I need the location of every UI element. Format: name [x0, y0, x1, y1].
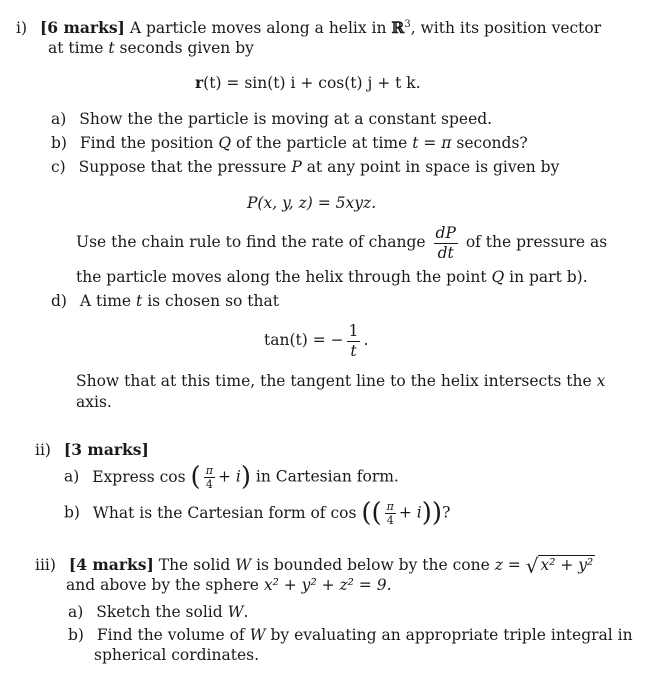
part-text: Sketch the solid: [96, 603, 228, 621]
pressure-equation: P(x, y, z) = 5xyz.: [247, 194, 377, 212]
question-2-header: [35, 441, 149, 460]
part-text: A time: [79, 292, 137, 310]
intro-text-cont: , with its position vector: [410, 19, 602, 38]
part-label: d): [51, 292, 67, 310]
close-paren: ): [240, 462, 251, 492]
question-number: iii): [35, 556, 56, 574]
fraction-denominator: 4: [386, 514, 394, 528]
part-text: Show the the particle is moving at a constant speed.: [79, 110, 493, 128]
part-text: ?: [442, 503, 451, 522]
part-2a: [64, 462, 399, 493]
sphere-equation: x² + y² + z² = 9.: [263, 576, 392, 594]
part-text: of the pressure as: [465, 233, 608, 252]
text: seconds given by: [114, 39, 254, 57]
vector-r: r: [195, 73, 204, 92]
question-1-header: [16, 19, 601, 38]
fraction-denominator: dt: [437, 243, 454, 262]
part-text: and above by the sphere: [66, 576, 264, 594]
plus-i: + i: [398, 503, 422, 522]
open-paren: ((: [361, 498, 382, 528]
part-1b: [51, 134, 528, 153]
close-paren: )): [421, 498, 443, 528]
plus-i: + i: [217, 467, 241, 486]
part-1c-line4: [76, 268, 588, 287]
part-3b: [68, 626, 633, 645]
part-text: The solid: [158, 556, 236, 574]
fraction-numerator: dP: [435, 224, 456, 242]
part-3a: [68, 603, 248, 622]
position-vector-equation: [195, 74, 421, 93]
dp-dt-fraction: [434, 224, 458, 262]
part-label: b): [68, 626, 84, 644]
part-label: b): [64, 503, 80, 522]
radical-sign: √: [525, 554, 539, 578]
part-text: What is the Cartesian form of cos: [92, 503, 357, 522]
var-W: W: [235, 556, 252, 574]
part-1c-line3: [76, 224, 607, 262]
part-text: Find the volume of: [96, 626, 250, 644]
part-text: Show that at this time, the tangent line to the helix intersects the: [76, 372, 597, 390]
equation-end: .: [363, 331, 369, 350]
part-label: c): [51, 158, 66, 176]
equation-body: (t) = sin(t) i + cos(t) j + t k.: [203, 74, 421, 92]
open-paren: (: [190, 462, 201, 492]
part-1c: [51, 158, 559, 177]
part-text: in Cartesian form.: [255, 467, 399, 486]
marks-label: [6 marks]: [39, 18, 125, 38]
sqrt-expression: [526, 554, 596, 578]
part-label: a): [64, 467, 80, 486]
part-1d-line3: [76, 372, 605, 391]
fraction-denominator: t: [350, 341, 357, 360]
intro-text: A particle moves along a helix in: [129, 19, 392, 38]
part-text: Express cos: [92, 467, 186, 486]
var-t: t: [108, 39, 115, 57]
part-text: Suppose that the pressure: [78, 158, 292, 176]
part-label: a): [68, 603, 84, 621]
one-over-t-fraction: [347, 322, 361, 360]
real-space-symbol: ℝ: [391, 18, 405, 38]
time-equation: t = π: [412, 134, 452, 152]
var-P: P: [291, 158, 302, 176]
question-1-line2: [48, 39, 254, 58]
part-1d: [51, 292, 279, 311]
part-text: is chosen so that: [142, 292, 279, 310]
part-text: in part b).: [504, 268, 588, 286]
radicand: x² + y²: [540, 556, 594, 574]
var-x: x: [596, 372, 606, 390]
var-W: W: [227, 603, 244, 621]
part-text: at any point in space is given by: [301, 158, 560, 176]
part-text: the particle moves along the helix through the point: [76, 268, 492, 286]
part-label: a): [51, 110, 67, 128]
part-text: seconds?: [451, 134, 528, 152]
var-W: W: [249, 626, 266, 644]
part-label: b): [51, 134, 67, 152]
fraction-numerator: π: [386, 499, 394, 513]
var-Q: Q: [491, 268, 505, 286]
marks-label: [4 marks]: [68, 555, 154, 574]
part-text: Find the position: [79, 134, 219, 152]
question-3-header: [35, 554, 595, 578]
marks-label: [3 marks]: [63, 440, 149, 459]
part-text: Use the chain rule to find the rate of change: [76, 233, 426, 252]
fraction-denominator: 4: [205, 478, 213, 492]
part-text: by evaluating an appropriate triple integral in: [265, 626, 633, 644]
part-text: .: [243, 603, 249, 621]
tangent-equation: [264, 322, 368, 360]
part-text: is bounded below by the cone: [251, 556, 495, 574]
question-3-line2: [66, 576, 392, 595]
equation-lhs: tan(t) = −: [264, 331, 344, 350]
text: at time: [48, 39, 109, 57]
pi-over-4-fraction: [204, 464, 215, 491]
pi-over-4-fraction: [385, 500, 396, 527]
part-text: of the particle at time: [231, 134, 413, 152]
cone-lhs: z =: [494, 556, 521, 574]
question-number: i): [16, 19, 28, 38]
fraction-numerator: π: [205, 463, 213, 477]
var-t: t: [136, 292, 143, 310]
part-1a: [51, 110, 492, 129]
var-Q: Q: [218, 134, 232, 152]
part-3b-line2: spherical cordinates.: [94, 646, 260, 664]
question-number: ii): [35, 441, 51, 459]
real-space-exponent: 3: [404, 19, 411, 30]
part-1d-line4: axis.: [76, 393, 112, 411]
part-2b: [64, 498, 450, 529]
fraction-numerator: 1: [348, 322, 359, 340]
